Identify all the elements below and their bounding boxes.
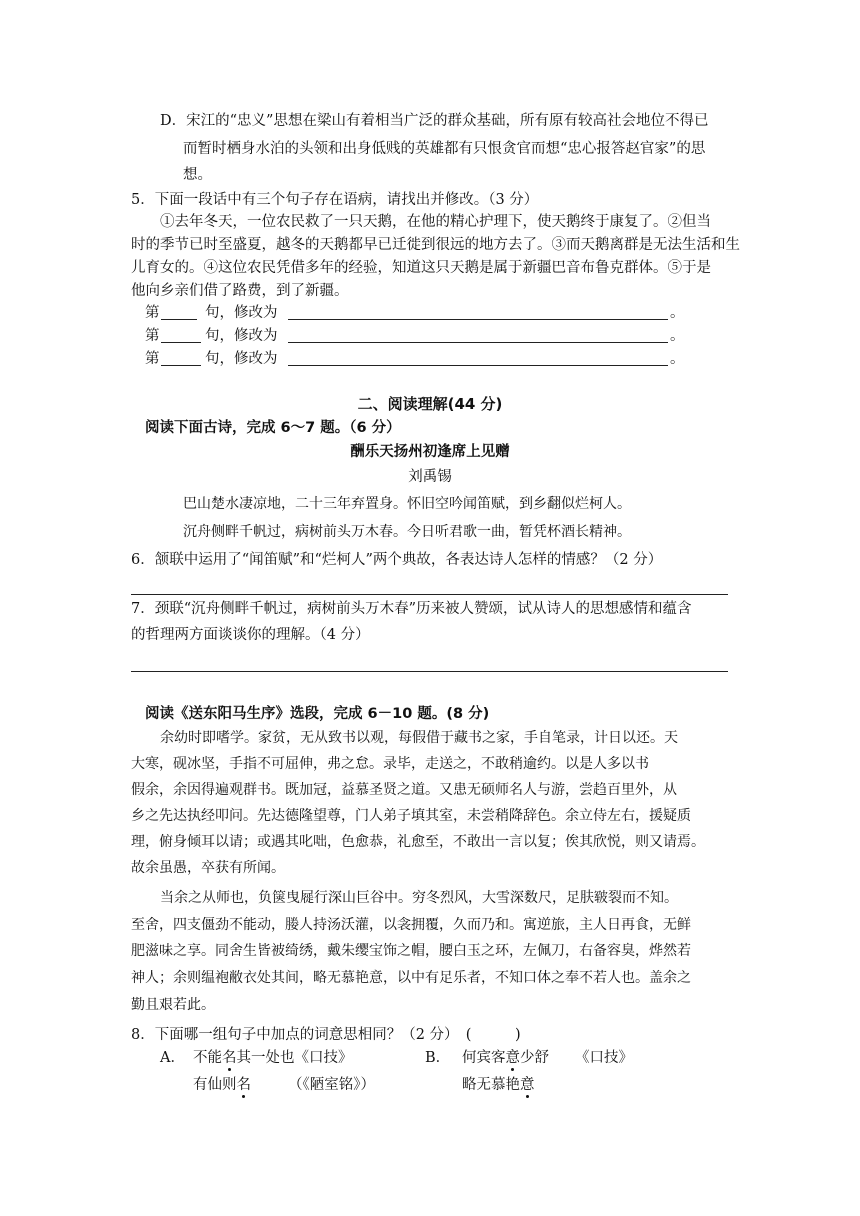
prose-line: 当余之从师也，负箧曳屣行深山巨谷中。穷冬烈风，大雪深数尺，足肤皲裂而不知。 [160,890,678,906]
q5-blank-revision[interactable] [288,319,668,320]
q5-blank-end: 。 [670,305,685,321]
q7-prompt-line2: 的哲理两方面谈谈你的理解。（4 分） [131,627,370,643]
q8-option-a-sentence1: 不能名其一处也《口技》 [193,1050,353,1066]
prose-line: 勤且艰若此。 [131,997,215,1013]
q8-option-a-sentence2: 有仙则名 [193,1077,251,1093]
prose-line: 余幼时即嗜学。家贫，无从致书以观，每假借于藏书之家，手自笔录，计日以还。天 [160,730,678,746]
q5-blank-middle: 句，修改为 [205,305,278,321]
q8-prompt: 8．下面哪一组句子中加点的词意思相同？（2 分） ( ) [131,1027,521,1043]
q4-option-d-line2: 而暂时栖身水泊的头领和出身低贱的英雄都有只恨贪官而想“忠心报答赵官家”的思 [183,141,706,157]
q4-option-d-line1: D．宋江的“忠义”思想在梁山有着相当广泛的群众基础，所有原有较高社会地位不得已 [160,113,709,129]
q5-blank-revision[interactable] [288,342,668,343]
prose-line: 肥滋味之享。同舍生皆被绮绣，戴朱缨宝饰之帽，腰白玉之环，左佩刀，右备容臭，烨然若 [131,943,691,959]
prose-line: 至舍，四支僵劲不能动，媵人持汤沃灌，以衾拥覆，久而乃和。寓逆旅，主人日再食，无鲜 [131,917,691,933]
q6-prompt: 6．颔联中运用了“闻笛赋”和“烂柯人”两个典故，各表达诗人怎样的情感？（2 分） [131,552,663,568]
q5-prompt: 5．下面一段话中有三个句子存在语病，请找出并修改。（3 分） [131,192,539,208]
q5-blank-sentence-number[interactable] [161,365,201,366]
q7-prompt-line1: 7．颈联“沉舟侧畔千帆过，病树前头万木春”历来被人赞颂，试从诗人的思想感情和蕴含 [131,601,692,617]
q8-dotted-word: 名 [222,1050,237,1066]
q5-blank-end: 。 [670,328,685,344]
prose-line: 大寒，砚冰坚，手指不可屈伸，弗之怠。录毕，走送之，不敢稍逾约。以是人多以书 [131,756,649,772]
q5-passage-line: 时的季节已时至盛夏，越冬的天鹅都早已迁徙到很远的地方去了。③而天鹅离群是无法生活和生 [131,237,740,253]
prose-line: 乡之先达执经叩问。先达德隆望尊，门人弟子填其室，未尝稍降辞色。余立侍左右，援疑质 [131,808,691,824]
q5-passage-line: 儿育女的。④这位农民凭借多年的经验，知道这只天鹅是属于新疆巴音布鲁克群体。⑤于是 [131,260,711,276]
prose-line: 假余，余因得遍观群书。既加冠，益慕圣贤之道。又患无硕师名人与游，尝趋百里外，从 [131,782,677,798]
q5-blank-sentence-number[interactable] [161,319,197,320]
q5-blank-middle: 句，修改为 [205,351,278,367]
q5-blank-end: 。 [670,351,685,367]
q8-option-b-label: B． [425,1050,451,1066]
q5-blank-prefix: 第 [145,305,160,321]
poem-author: 刘禹锡 [408,469,452,485]
poem-title: 酬乐天扬州初逢席上见赠 [350,444,510,460]
q5-blank-middle: 句，修改为 [205,328,278,344]
prose-line: 神人；余则缊袍敝衣处其间，略无慕艳意，以中有足乐者，不知口体之奉不若人也。盖余之 [131,970,691,986]
q8-option-a-source2: （《陋室铭》） [288,1077,375,1093]
q5-passage-line: ①去年冬天，一位农民救了一只天鹅，在他的精心护理下，使天鹅终于康复了。②但当 [160,214,711,230]
q8-dotted-word: 意 [505,1050,520,1066]
q8-option-a-label: A． [160,1050,185,1066]
q5-blank-prefix: 第 [145,351,160,367]
poem-intro: 阅读下面古诗，完成 6～7 题。（6 分） [145,420,401,436]
q6-answer-line[interactable] [131,594,728,595]
prose-line: 故余虽愚，卒获有所闻。 [131,860,285,876]
q8-dotted-word: 意 [520,1077,535,1093]
section-heading: 二、阅读理解(44 分) [357,395,503,413]
q8-option-b-sentence2: 略无慕艳意 [462,1077,535,1093]
prose-line: 理，俯身倾耳以请；或遇其叱咄，色愈恭，礼愈至，不敢出一言以复；俟其欣悦，则又请焉。 [131,834,705,850]
q4-option-d-line3: 想。 [183,167,212,183]
poem-line: 沉舟侧畔千帆过，病树前头万木春。今日听君歌一曲，暂凭杯酒长精神。 [183,524,631,540]
q5-passage-line: 他向乡亲们借了路费，到了新疆。 [131,283,349,299]
q8-option-b-source1: 《口技》 [575,1050,633,1066]
prose-intro: 阅读《送东阳马生序》选段，完成 6－10 题。(8 分) [145,706,490,722]
q7-answer-line[interactable] [131,671,728,672]
q5-blank-revision[interactable] [288,365,668,366]
q5-blank-sentence-number[interactable] [161,342,201,343]
q8-option-b-sentence1: 何宾客意少舒 [462,1050,549,1066]
q5-blank-prefix: 第 [145,328,160,344]
poem-line: 巴山楚水凄凉地，二十三年弃置身。怀旧空吟闻笛赋，到乡翻似烂柯人。 [183,496,631,512]
q8-dotted-word: 名 [236,1077,251,1093]
